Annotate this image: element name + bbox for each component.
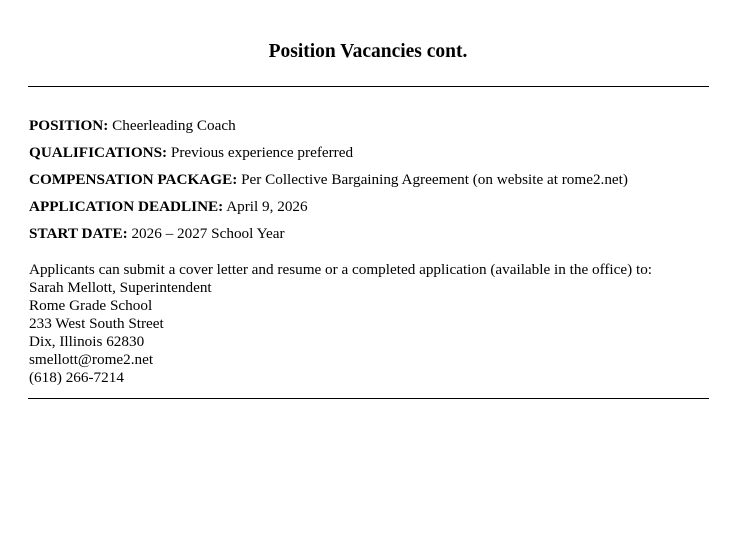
start-date-label: START DATE: <box>29 225 128 242</box>
qualifications-value: Previous experience preferred <box>170 144 354 161</box>
position-field <box>29 117 236 135</box>
contact-block <box>29 261 652 387</box>
contact-organization: Rome Grade School <box>29 297 153 314</box>
contact-email: smellott@rome2.net <box>29 351 154 368</box>
top-divider <box>28 86 709 87</box>
contact-intro: Applicants can submit a cover letter and resume or a completed application (available in the office) to: <box>29 261 653 278</box>
start-date-field <box>29 225 285 243</box>
contact-phone: (618) 266-7214 <box>29 369 124 386</box>
compensation-field <box>29 171 628 189</box>
contact-street: 233 West South Street <box>29 315 164 332</box>
qualifications-field <box>29 144 353 162</box>
page-title: Position Vacancies cont. <box>268 41 468 62</box>
deadline-value: April 9, 2026 <box>226 198 308 215</box>
position-value: Cheerleading Coach <box>112 117 236 134</box>
contact-name: Sarah Mellott, Superintendent <box>29 279 212 296</box>
deadline-label: APPLICATION DEADLINE: <box>29 198 224 215</box>
compensation-value: Per Collective Bargaining Agreement (on website at rome2.net) <box>241 171 628 188</box>
contact-city: Dix, Illinois 62830 <box>29 333 145 350</box>
bottom-divider <box>28 398 709 399</box>
qualifications-label: QUALIFICATIONS: <box>29 144 168 161</box>
position-label: POSITION: <box>29 117 109 134</box>
deadline-field <box>29 198 308 216</box>
start-date-value: 2026 – 2027 School Year <box>131 225 285 242</box>
compensation-label: COMPENSATION PACKAGE: <box>29 171 238 188</box>
